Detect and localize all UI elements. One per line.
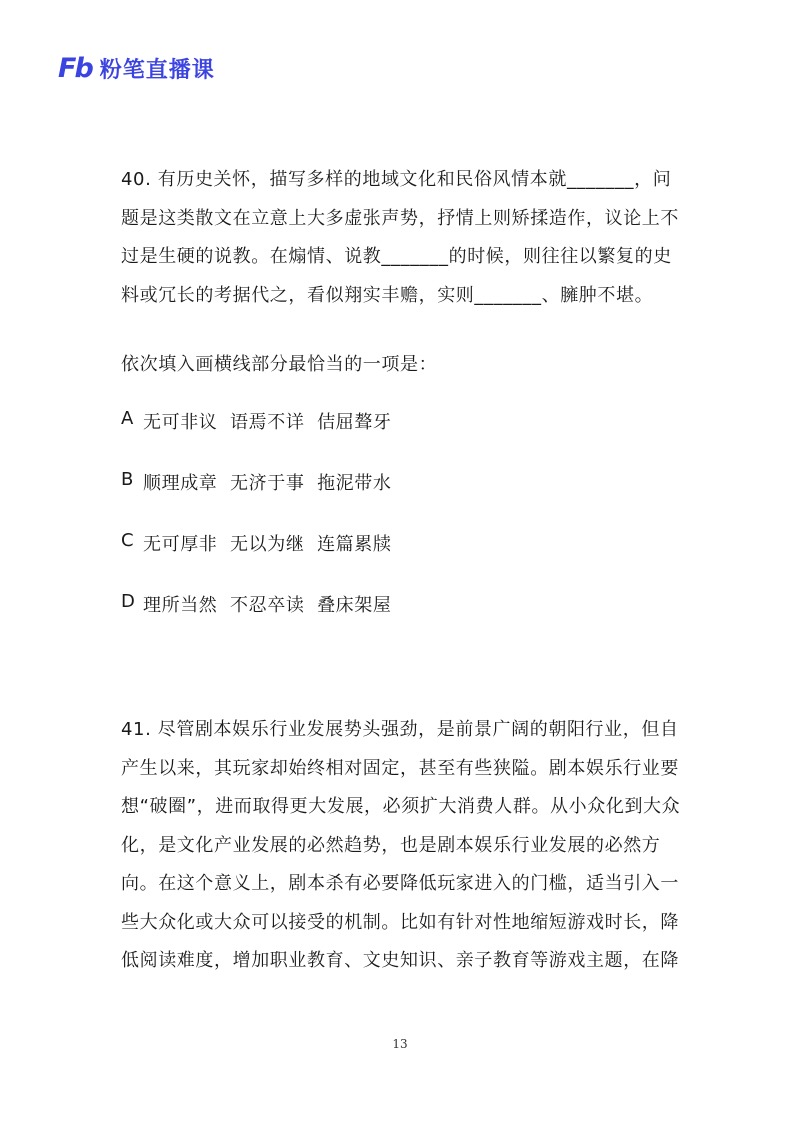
brand-header <box>58 50 215 86</box>
option-b <box>121 469 392 530</box>
page-number: 13 <box>392 1037 408 1051</box>
option-text: 无可厚非 无以为继 连篇累牍 <box>143 534 392 555</box>
option-letter: B <box>121 469 134 490</box>
option-letter: D <box>121 591 136 612</box>
option-a <box>121 408 392 469</box>
question-40-prompt: 依次填入画横线部分最恰当的一项是： <box>121 354 438 375</box>
fenbi-logo-icon: Fb <box>58 52 92 84</box>
option-c <box>121 530 392 591</box>
question-41 <box>121 711 681 981</box>
brand-name: 粉笔直播课 <box>99 57 215 83</box>
question-41-stem: 41. 尽管剧本娱乐行业发展势头强劲，是前景广阔的朝阳行业，但自产生以来，其玩家却始终相对固定，甚至有些狭隘。剧本娱乐行业要想“破圈”，进而取得更大发展，必须扩大消费人群。从小众化到大众化，是文化产业发展的必然趋势，也是剧本娱乐行业发展的必然方向。在这个意义上，剧本杀有必要降低玩家进入的门槛，适当引入一些大众化或大众可以接受的机制。比如有针对性地缩短游戏时长，降低阅读难度，增加职业教育、文史知识、亲子教育等游戏主题，在降 <box>121 719 681 971</box>
question-40 <box>121 161 681 315</box>
option-text: 无可非议 语焉不详 佶屈聱牙 <box>143 412 392 433</box>
question-40-stem: 40. 有历史关怀，描写多样的地域文化和民俗风情本就_______，问题是这类散文在立意上大多虚张声势，抒情上则矫揉造作，议论上不过是生硬的说教。在煽情、说教_______的时候，则往往以繁复的史料或冗长的考据代之，看似翔实丰赡，实则_______、臃肿不堪。 <box>121 169 679 306</box>
question-40-options <box>121 408 392 652</box>
option-text: 顺理成章 无济于事 拖泥带水 <box>143 473 392 494</box>
option-d <box>121 591 392 652</box>
option-letter: A <box>121 408 134 429</box>
option-text: 理所当然 不忍卒读 叠床架屋 <box>143 595 392 616</box>
option-letter: C <box>121 530 135 551</box>
